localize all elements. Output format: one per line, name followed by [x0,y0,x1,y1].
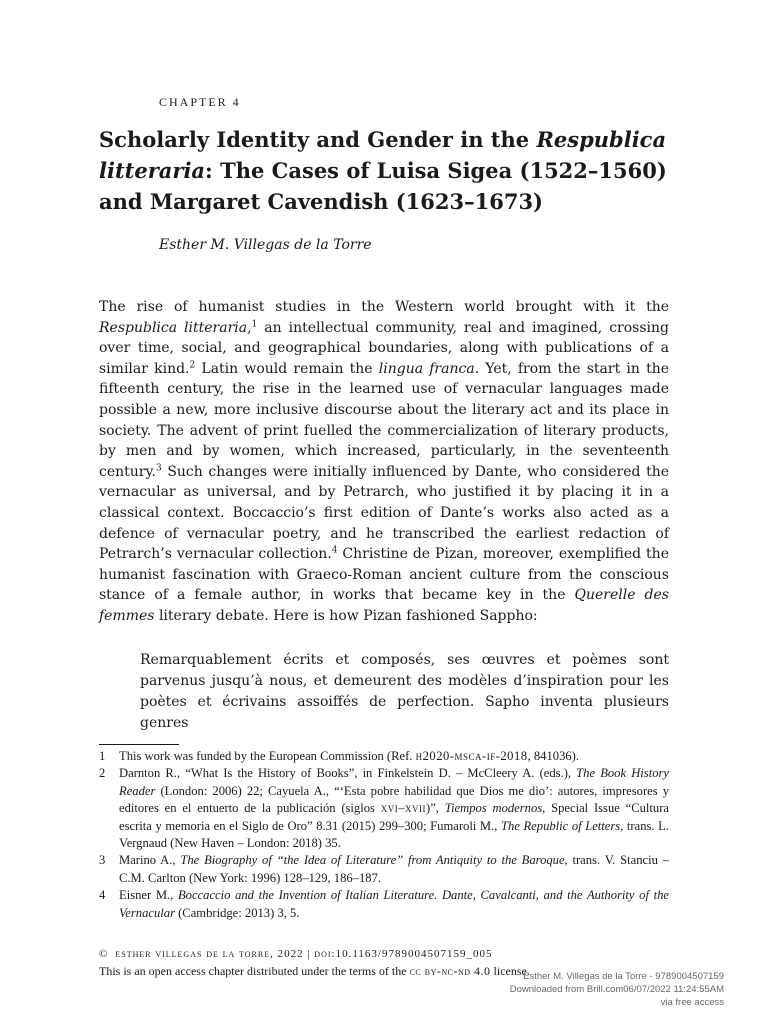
footnote-ref-1[interactable]: 1 [251,318,258,329]
license-line: This is an open access chapter distributed under the terms of the cc by-nc-nd 4.0 license. [99,964,530,978]
footnote-ref-3[interactable]: 3 [155,463,162,474]
footnote-2 [99,765,669,852]
body-text-4: . Yet, from the start in the fifteenth century, the rise in the learned use of vernacular languages made possible a new, more inclusive discourse about the literary act and its place in society. The advent of print fuelled the commercialization of literary products, by men and by women, which increased, particularly, in the seventeenth century. [99,360,669,480]
footnote-1 [99,748,669,765]
body-text-5: Such changes were initially influenced by Dante, who considered the vernacular as universal, and by Petrarch, who justified it by placing it in a classical context. Boccaccio’s first edition of Dante’s works also acted as a defence of vernacular poetry, and he transcribed the earliest redaction of Petrarch’s vernacular collection. [99,463,669,563]
copyright-text: esther villegas de la torre, 2022 | doi:10.1163/9789004507159_005 [115,948,493,960]
copyright-icon: © [99,948,108,960]
footnote-4 [99,887,669,922]
chapter-title [99,124,679,217]
footnote-ref-4[interactable]: 4 [331,545,338,556]
title-text: Scholarly Identity and Gender in the [99,127,537,152]
title-text-rest: : The Cases of Luisa Sigea (1522–1560) and Margaret Cavendish (1623–1673) [99,158,667,214]
title-italic: Respublica litteraria [99,127,667,183]
body-text-6: Christine de Pizan, moreover, exemplified the humanist fascination with Graeco-Roman ancient culture from the conscious stance of a female author, in works that became key in the [99,546,669,604]
body-paragraph: The rise of humanist studies in the Western world brought with it the Respublica litteraria,$^1$ an intellectual community, real and imagined, crossing over time, social, and geographical boundaries, along with publications of a similar kind.$^2$ Latin would remain the lingua franca. Yet, from the start in the fifteenth century, the rise in the learned use of vernacular languages made possible a new, more inclusive discourse about the literary act and its place in society. The advent of print fuelled the commercialization of literary products, by men and by women, which increased, particularly, in the seventeenth century.$^3$ Such changes were initially influenced by Dante, who considered the vernacular as universal, and by Petrarch, who justified it by placing it in a classical context. Boccaccio’s first edition of Dante’s works also acted as a defence of vernacular poetry, and he transcribed the earliest redaction of Petrarch’s vernacular collection.$^4$ Christine de Pizan, moreover, exemplified the humanist fascination with Graeco-Roman ancient culture from the conscious stance of a female author, in works that became key in the Querelle des femmes literary debate. Here is how Pizan fashioned Sappho: [99,299,669,624]
body-italic-3: Querelle des femmes [99,587,669,624]
body-italic-2: lingua franca [378,360,475,377]
footnote-number: 4 [99,888,106,903]
footnote-3 [99,852,669,887]
watermark-line-2: Downloaded from Brill.com06/07/2022 11:24:55AM [509,984,724,995]
footnote-text: Marino A., The Biography of “the Idea of Literature” from Antiquity to the Baroque, trans. V. Stanciu – C.M. Carlton (New York: 1996) 128–129, 186–187. [119,853,669,885]
body-text-2: an intellectual community, real and imagined, crossing over time, social, and geographical boundaries, along with publications of a similar kind. [99,319,669,377]
body-italic-1: Respublica litteraria [99,319,248,336]
footnote-number: 1 [99,749,106,763]
watermark-line-3: via free access [660,997,724,1008]
footnote-text: Eisner M., Boccaccio and the Invention of Italian Literature. Dante, Cavalcanti, and the Authority of the Vernacular (Cambridge: 2013) 3, 5. [119,888,670,920]
body-text-7: literary debate. Here is how Pizan fashioned Sappho: [154,607,538,624]
author-name: Esther M. Villegas de la Torre [159,237,372,253]
watermark-line-1: Esther M. Villegas de la Torre - 9789004507159 [523,971,724,982]
chapter-label: CHAPTER 4 [159,95,241,109]
body-text-1: The rise of humanist studies in the Western world brought with it the [99,299,669,315]
footnote-text: This work was funded by the European Commission (Ref. h2020-msca-if-2018, 841036). [119,749,579,763]
footnote-ref-2[interactable]: 2 [189,360,196,371]
footnotes [99,748,669,922]
footnote-divider [99,744,179,745]
body-text-3: Latin would remain the [195,360,379,377]
footnote-text: Darnton R., “What Is the History of Books”, in Finkelstein D. – McCleery A. (eds.), The Book History Reader (London: 2006) 22; Cayuela A., “‘Esta pobre habilidad que Dios me dio’: autores, impresores y editores en el entuerto de la publicación (siglos xvi–xvii)”, Tiempos modernos, Special Issue “Cultura escrita y memoria en el Siglo de Oro” 8.31 (2015) 299–300; Fumaroli M., The Republic of Letters, trans. L. Vergnaud (New Haven – London: 2018) 35. [119,766,669,851]
license-link[interactable]: cc by-nc-nd 4.0 [409,964,491,978]
copyright-line [99,948,492,960]
footnote-number: 3 [99,853,106,868]
download-watermark [510,970,724,1009]
footnote-number: 2 [99,766,106,781]
block-quote: Remarquablement écrits et composés, ses œuvres et poèmes sont parvenus jusqu’à nous, et demeurent des modèles d’inspiration pour les poètes et écrivains assoiffés de perfection. Sapho inventa plusieurs genres [140,652,669,731]
